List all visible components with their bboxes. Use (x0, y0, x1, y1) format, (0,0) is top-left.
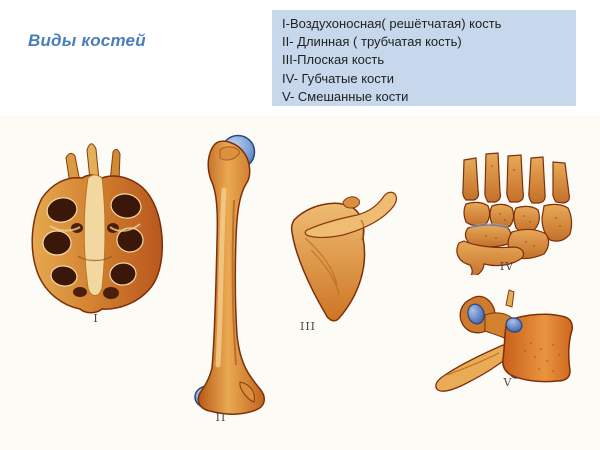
figure-label-II: II (215, 411, 227, 424)
scapula-illustration (281, 180, 401, 330)
figure-ethmoid-bone (20, 136, 170, 321)
ethmoid-bone-illustration (20, 136, 170, 321)
legend-box (272, 10, 576, 106)
legend-item: III-Плоская кость (282, 52, 385, 68)
legend-item: II- Длинная ( трубчатая кость) (282, 34, 462, 50)
long-bone-illustration (190, 130, 285, 420)
legend-item: V- Смешанные кости (282, 88, 409, 104)
legend-item: IV- Губчатые кости (282, 70, 394, 86)
figure-label-I: I (93, 312, 99, 325)
figure-label-III: III (299, 320, 317, 333)
page-title: Виды костей (28, 31, 146, 50)
figure-label-IV: IV (499, 260, 515, 273)
figure-flat-bone (281, 180, 401, 330)
foot-bones-illustration (450, 150, 590, 275)
figure-spongy-bones (450, 150, 590, 275)
legend-item: I-Воздухоносная( решётчатая) кость (282, 16, 502, 31)
figure-label-V: V (503, 376, 513, 389)
figure-long-bone (190, 130, 285, 420)
